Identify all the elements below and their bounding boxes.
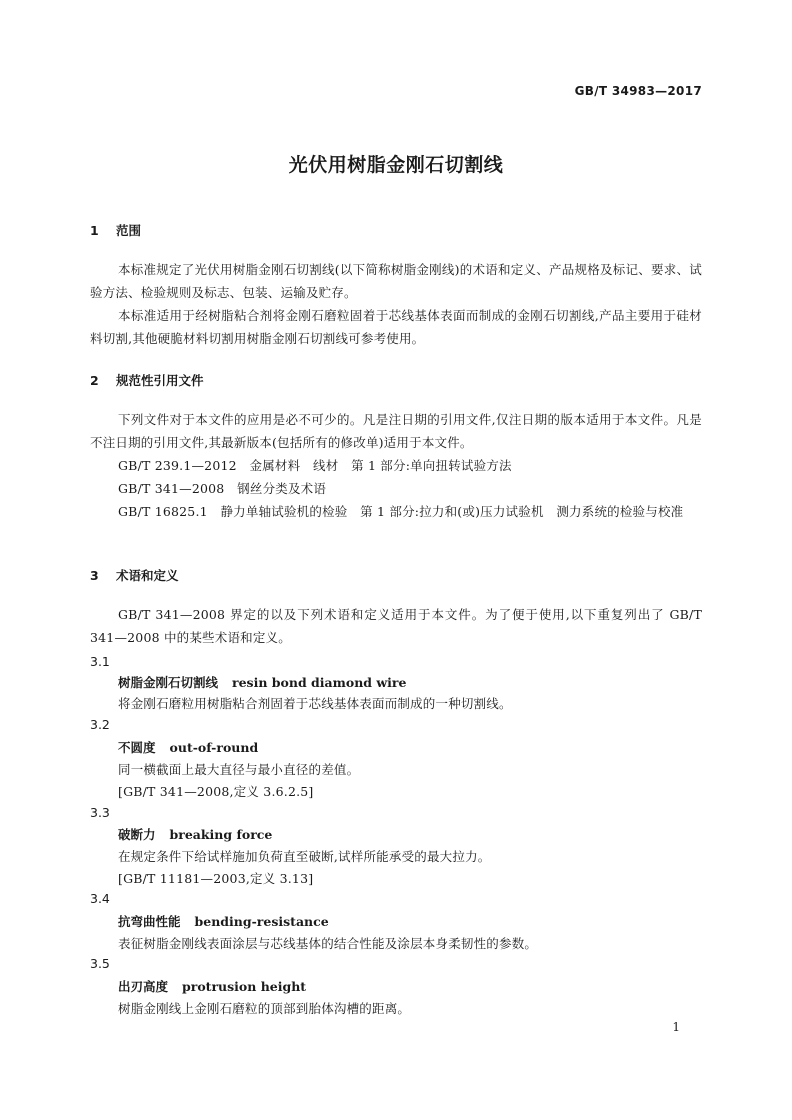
reference-item: GB/T 341—2008 钢丝分类及术语 bbox=[118, 481, 327, 496]
term-name-zh: 树脂金刚石切割线 bbox=[118, 675, 219, 690]
section-heading-normative-references bbox=[90, 371, 204, 389]
term-number: 3.5 bbox=[90, 956, 110, 971]
term-name-en: protrusion height bbox=[182, 979, 307, 994]
term-number: 3.4 bbox=[90, 891, 110, 906]
term-definition: 表征树脂金刚线表面涂层与芯线基体的结合性能及涂层本身柔韧性的参数。 bbox=[118, 936, 538, 951]
section-heading-scope bbox=[90, 221, 141, 239]
term-name bbox=[118, 977, 306, 995]
term-name-zh: 出刃高度 bbox=[118, 979, 169, 994]
term-source: [GB/T 11181—2003,定义 3.13] bbox=[118, 871, 314, 886]
term-name-en: breaking force bbox=[169, 827, 273, 842]
scope-paragraph-1: 本标准规定了光伏用树脂金刚石切割线(以下简称树脂金刚线)的术语和定义、产品规格及标记、要求、试验方法、检验规则及标志、包装、运输及贮存。 bbox=[90, 262, 702, 300]
standard-number: GB/T 34983—2017 bbox=[574, 84, 702, 98]
term-name-zh: 抗弯曲性能 bbox=[118, 914, 181, 929]
term-number: 3.2 bbox=[90, 717, 110, 732]
section-title: 范围 bbox=[116, 223, 142, 238]
reference-item: GB/T 16825.1 静力单轴试验机的检验 第 1 部分:拉力和(或)压力试验机 测力系统的检验与校准 bbox=[118, 504, 684, 519]
term-name bbox=[118, 912, 329, 930]
term-name bbox=[118, 825, 272, 843]
term-name-en: out-of-round bbox=[169, 740, 259, 755]
scope-paragraph-2: 本标准适用于经树脂粘合剂将金刚石磨粒固着于芯线基体表面而制成的金刚石切割线,产品主要用于硅材料切割,其他硬脆材料切割用树脂金刚石切割线可参考使用。 bbox=[90, 308, 702, 346]
page-number: 1 bbox=[672, 1020, 680, 1034]
section-number: 2 bbox=[90, 373, 99, 388]
term-definition: 在规定条件下给试样施加负荷直至破断,试样所能承受的最大拉力。 bbox=[118, 849, 491, 864]
section-number: 1 bbox=[90, 223, 99, 238]
term-number: 3.3 bbox=[90, 805, 110, 820]
section-heading-terms bbox=[90, 566, 179, 584]
term-name bbox=[118, 673, 406, 691]
term-name-en: resin bond diamond wire bbox=[232, 675, 407, 690]
term-source: [GB/T 341—2008,定义 3.6.2.5] bbox=[118, 784, 314, 799]
section-number: 3 bbox=[90, 568, 99, 583]
term-definition: 同一横截面上最大直径与最小直径的差值。 bbox=[118, 762, 360, 777]
reference-item: GB/T 239.1—2012 金属材料 线材 第 1 部分:单向扭转试验方法 bbox=[118, 458, 512, 473]
term-name-zh: 不圆度 bbox=[118, 740, 156, 755]
document-title: 光伏用树脂金刚石切割线 bbox=[288, 154, 504, 176]
term-definition: 将金刚石磨粒用树脂粘合剂固着于芯线基体表面而制成的一种切割线。 bbox=[118, 696, 512, 711]
term-name bbox=[118, 738, 258, 756]
normative-references-intro: 下列文件对于本文件的应用是必不可少的。凡是注日期的引用文件,仅注日期的版本适用于本文件。凡是不注日期的引用文件,其最新版本(包括所有的修改单)适用于本文件。 bbox=[90, 412, 702, 450]
term-name-zh: 破断力 bbox=[118, 827, 156, 842]
section-title: 规范性引用文件 bbox=[116, 373, 204, 388]
term-number: 3.1 bbox=[90, 654, 110, 669]
terms-intro: GB/T 341—2008 界定的以及下列术语和定义适用于本文件。为了便于使用,以下重复列出了 GB/T 341—2008 中的某些术语和定义。 bbox=[90, 607, 702, 645]
term-definition: 树脂金刚线上金刚石磨粒的顶部到胎体沟槽的距离。 bbox=[118, 1001, 411, 1016]
section-title: 术语和定义 bbox=[116, 568, 179, 583]
term-name-en: bending-resistance bbox=[194, 914, 329, 929]
